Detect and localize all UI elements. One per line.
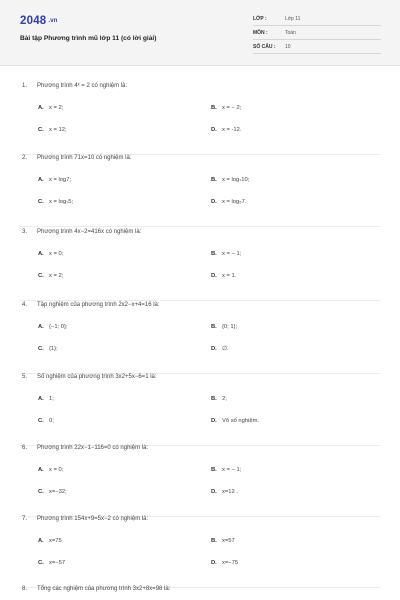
question-text: Tổng các nghiệm của phương trình 3x2+8x=98 là: <box>37 586 171 592</box>
option-c[interactable]: C. x = 2; <box>38 273 64 279</box>
option-text: x = − 2; <box>222 105 242 111</box>
site-logo[interactable] <box>20 15 58 27</box>
question-7 <box>0 516 400 590</box>
question-number: 5. <box>22 374 28 380</box>
question-6 <box>0 445 400 519</box>
question-text: Phương trình 4x−2=416x có nghiệm là: <box>37 229 142 235</box>
option-c[interactable]: C. x=−57 <box>38 560 66 566</box>
question-number: 2. <box>22 155 28 161</box>
option-b[interactable]: B. x = − 2; <box>211 105 242 111</box>
document-header <box>0 0 400 66</box>
option-c[interactable]: C. x=−32; <box>38 489 67 495</box>
meta-key: SỐ CÂU : <box>253 44 276 50</box>
divider <box>20 300 380 301</box>
option-text: x = − 1; <box>222 467 242 473</box>
option-c[interactable]: C. {1}; <box>38 346 58 352</box>
question-text: Phương trình 154x+9=5x−2 có nghiệm là: <box>37 516 149 522</box>
option-d[interactable]: D. x=−75 <box>211 560 239 566</box>
meta-class-row <box>253 14 381 26</box>
divider <box>20 226 380 227</box>
option-a[interactable]: A. {−1; 0}; <box>38 324 68 330</box>
option-text: x = 0; <box>49 251 64 257</box>
option-a[interactable]: A. x=75 <box>38 538 62 544</box>
meta-value: 10 <box>285 44 291 50</box>
document-title: Bài tập Phương trình mũ lớp 11 (có lời giải) <box>20 35 157 42</box>
option-b[interactable]: B. x = log₇10; <box>211 177 250 183</box>
question-number: 4. <box>22 302 28 308</box>
option-text: x = log7; <box>49 177 72 183</box>
option-a[interactable]: A. x = 0; <box>38 251 64 257</box>
question-2 <box>0 155 400 229</box>
question-4 <box>0 302 400 376</box>
question-1 <box>0 83 400 157</box>
question-number: 6. <box>22 445 28 451</box>
meta-key: LỚP : <box>253 16 267 22</box>
option-text: {1}; <box>49 346 58 352</box>
option-text: x = 0; <box>49 467 64 473</box>
option-text: x = 12; <box>49 127 67 133</box>
option-text: Vô số nghiệm. <box>222 418 260 424</box>
question-number: 3. <box>22 229 28 235</box>
option-text: x=12 . <box>222 489 238 495</box>
option-text: x = 1. <box>222 273 237 279</box>
question-text: Phương trình 71x=10 có nghiệm là: <box>37 155 132 161</box>
option-b[interactable]: B. x = − 1; <box>211 467 242 473</box>
question-text: Phương trình 4ˣ = 2 có nghiệm là: <box>37 83 128 89</box>
option-a[interactable]: A. x = 2; <box>38 105 64 111</box>
option-text: x=−32; <box>49 489 67 495</box>
option-text: 1; <box>49 396 54 402</box>
logo-suffix: .vn <box>48 17 58 24</box>
option-a[interactable]: A. x = log7; <box>38 177 72 183</box>
question-text: Tập nghiệm của phương trình 2x2−x+4=16 là: <box>37 302 160 308</box>
meta-count-row <box>253 42 381 54</box>
option-b[interactable]: B. x=57 <box>211 538 235 544</box>
option-a[interactable]: A. x = 0; <box>38 467 64 473</box>
option-text: x = log₇5; <box>49 199 74 205</box>
option-text: x=−57 <box>49 560 66 566</box>
question-number: 1. <box>22 83 28 89</box>
option-text: 2; <box>222 396 227 402</box>
option-text: x=75 <box>49 538 62 544</box>
option-c[interactable]: C. x = 12; <box>38 127 67 133</box>
option-text: x = log₅7. <box>222 199 247 205</box>
option-c[interactable]: C. 0; <box>38 418 54 424</box>
option-d[interactable]: D. x = -12. <box>211 127 242 133</box>
option-text: x = -12. <box>222 127 242 133</box>
option-text: x = 2; <box>49 105 64 111</box>
option-d[interactable]: D. x = log₅7. <box>211 199 247 205</box>
meta-value: Toán <box>285 30 296 36</box>
option-text: 0; <box>49 418 54 424</box>
option-text: {−1; 0}; <box>49 324 68 330</box>
question-3 <box>0 229 400 303</box>
option-b[interactable]: B. 2; <box>211 396 227 402</box>
question-number: 7. <box>22 516 28 522</box>
option-text: ∅. <box>222 346 229 352</box>
question-8 <box>22 586 170 592</box>
question-number: 8. <box>22 586 28 592</box>
logo-text: 2048 <box>20 15 47 27</box>
option-d[interactable]: D. x=12 . <box>211 489 238 495</box>
question-text: Số nghiệm của phương trình 3x2+5x−6=1 là: <box>37 374 157 380</box>
option-b[interactable]: B. x = − 1; <box>211 251 242 257</box>
meta-key: MÔN : <box>253 30 268 36</box>
option-d[interactable]: D. ∅. <box>211 346 229 352</box>
option-b[interactable]: B. {0; 1}; <box>211 324 238 330</box>
question-5 <box>0 374 400 448</box>
option-text: x = log₇10; <box>222 177 250 183</box>
option-d[interactable]: D. x = 1. <box>211 273 237 279</box>
question-text: Phương trình 22x−1−116=0 có nghiệm là: <box>37 445 149 451</box>
option-text: x=57 <box>222 538 235 544</box>
option-text: x = − 1; <box>222 251 242 257</box>
meta-value: Lớp 11 <box>285 16 301 22</box>
option-d[interactable]: D. Vô số nghiệm. <box>211 418 260 424</box>
option-c[interactable]: C. x = log₇5; <box>38 199 74 205</box>
option-text: {0; 1}; <box>222 324 238 330</box>
option-text: x = 2; <box>49 273 64 279</box>
option-a[interactable]: A. 1; <box>38 396 54 402</box>
option-text: x=−75 <box>222 560 239 566</box>
meta-subject-row <box>253 28 381 40</box>
